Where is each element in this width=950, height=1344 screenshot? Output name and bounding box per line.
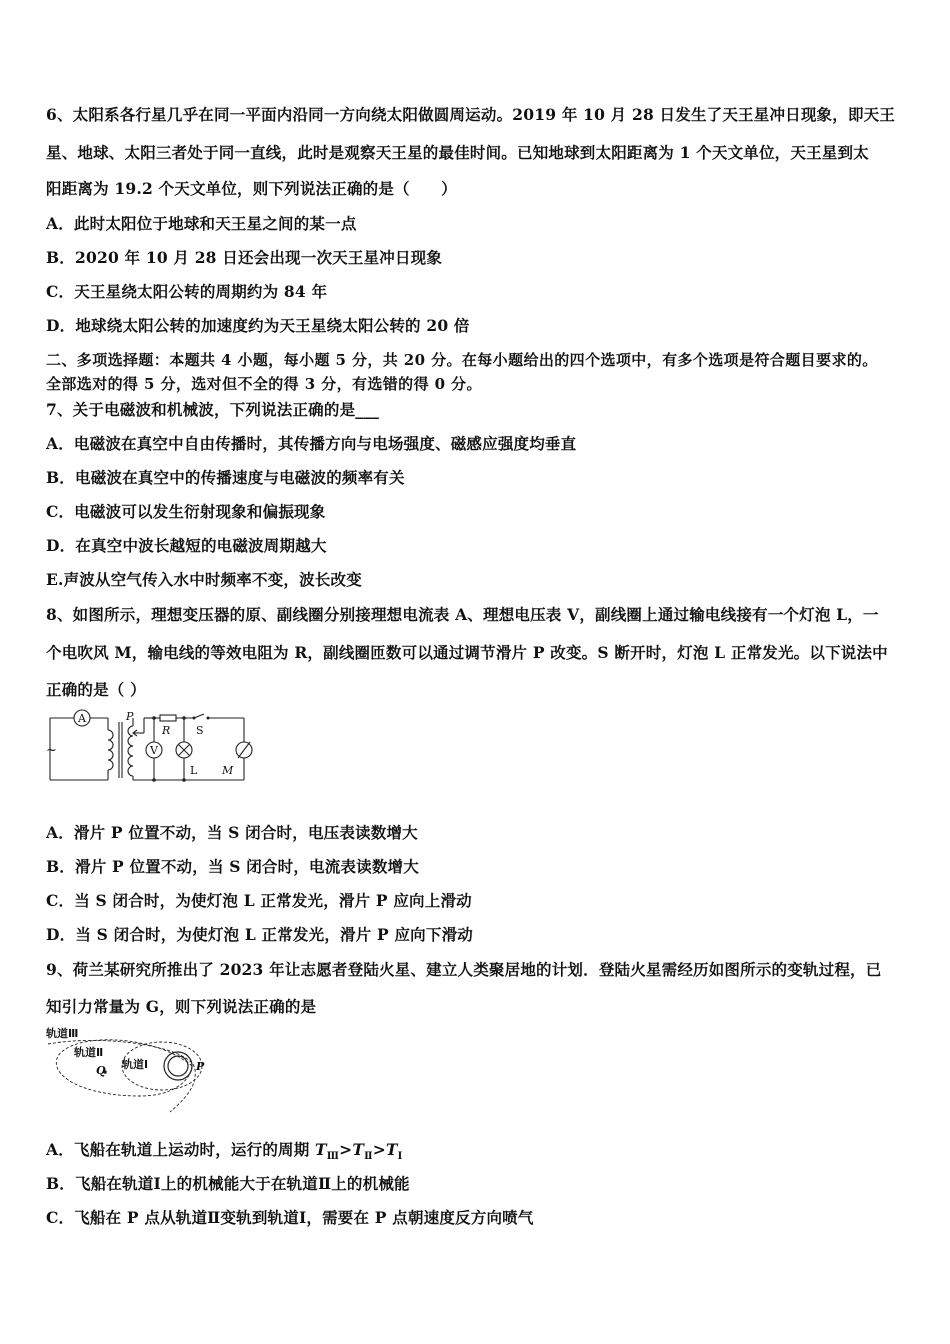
period-symbol: T xyxy=(385,1140,398,1159)
q8-option-d: D．当 S 闭合时，为使灯泡 L 正常发光，滑片 P 应向下滑动 xyxy=(46,925,473,944)
orbit-1-subscript: Ⅰ xyxy=(397,1151,403,1163)
point-p-label: P xyxy=(196,1060,205,1073)
orbit-1-label: 轨道Ⅰ xyxy=(122,1058,149,1071)
period-symbol: T xyxy=(352,1140,365,1159)
gt-sign-1: > xyxy=(339,1140,353,1159)
period-symbol: T xyxy=(315,1140,327,1159)
q8-stem-line-2: 个电吹风 M，输电线的等效电阻为 R，副线圈匝数可以通过调节滑片 P 改变。S 断开时，灯泡 L 正常发光。以下说法中 xyxy=(46,643,888,662)
q6-stem-line-3: 阳距离为 19.2 个天文单位，则下列说法正确的是（ ） xyxy=(46,179,457,198)
q6-option-d: D．地球绕太阳公转的加速度约为天王星绕太阳公转的 20 倍 xyxy=(46,316,470,335)
switch-label: S xyxy=(196,724,204,737)
q9-stem-line-1: 9、荷兰某研究所推出了 2023 年让志愿者登陆火星、建立人类聚居地的计划．登陆火星需经历如图所示的变轨过程，已 xyxy=(46,960,882,979)
orbit-3-label: 轨道Ⅲ xyxy=(46,1027,79,1040)
transformer-circuit-diagram xyxy=(44,708,254,788)
q9-option-b: B．飞船在轨道Ⅰ上的机械能大于在轨道Ⅱ上的机械能 xyxy=(46,1174,410,1193)
lamp-label: L xyxy=(190,764,198,777)
q8-stem-line-1: 8、如图所示，理想变压器的原、副线圈分别接理想电流表 A、理想电压表 V，副线圈上通过输电线接有一个灯泡 L，一 xyxy=(46,605,879,624)
voltmeter-label: V xyxy=(150,744,158,757)
q6-stem-line-2: 星、地球、太阳三者处于同一直线，此时是观察天王星的最佳时间。已知地球到太阳距离为 1 个天文单位，天王星到太 xyxy=(46,143,869,162)
q9-option-a-text: A．飞船在轨道上运动时，运行的周期 xyxy=(46,1140,316,1159)
orbit-transfer-diagram xyxy=(44,1024,234,1116)
q9-option-a xyxy=(46,1138,908,1162)
orbit-2-label: 轨道Ⅱ xyxy=(74,1046,104,1059)
q6-option-a: A．此时太阳位于地球和天王星之间的某一点 xyxy=(46,214,357,233)
point-q-label: Q xyxy=(96,1064,106,1077)
ammeter-label: A xyxy=(78,712,86,725)
q7-option-e: E.声波从空气传入水中时频率不变，波长改变 xyxy=(46,570,362,589)
ac-source-label: ~ xyxy=(46,743,57,758)
resistor-label: R xyxy=(162,724,171,737)
q6-option-c: C．天王星绕太阳公转的周期约为 84 年 xyxy=(46,282,328,301)
q6-option-b: B．2020 年 10 月 28 日还会出现一次天王星冲日现象 xyxy=(46,248,443,267)
q8-option-b: B．滑片 P 位置不动，当 S 闭合时，电流表读数增大 xyxy=(46,857,419,876)
q7-option-a: A．电磁波在真空中自由传播时，其传播方向与电场强度、磁感应强度均垂直 xyxy=(46,434,577,453)
slider-label: P xyxy=(126,710,134,723)
q7-option-d: D．在真空中波长越短的电磁波周期越大 xyxy=(46,536,327,555)
q9-option-c: C．飞船在 P 点从轨道Ⅱ变轨到轨道Ⅰ，需要在 P 点朝速度反方向喷气 xyxy=(46,1208,534,1227)
q7-option-b: B．电磁波在真空中的传播速度与电磁波的频率有关 xyxy=(46,468,405,487)
q8-stem-line-3: 正确的是（ ） xyxy=(46,680,146,699)
section2-line-1: 二、多项选择题：本题共 4 小题，每小题 5 分，共 20 分。在每小题给出的四个选项中，有多个选项是符合题目要求的。 xyxy=(46,351,878,369)
q8-option-c: C．当 S 闭合时，为使灯泡 L 正常发光，滑片 P 应向上滑动 xyxy=(46,891,472,910)
q7-option-c: C．电磁波可以发生衍射现象和偏振现象 xyxy=(46,502,326,521)
motor-label: M xyxy=(222,764,234,777)
gt-sign-2: > xyxy=(372,1140,386,1159)
q6-stem-line-1: 6、太阳系各行星几乎在同一平面内沿同一方向绕太阳做圆周运动。2019 年 10 月 28 日发生了天王星冲日现象，即天王 xyxy=(46,105,896,124)
q9-stem-line-2: 知引力常量为 G，则下列说法正确的是 xyxy=(46,997,317,1016)
orbit-2-subscript: Ⅱ xyxy=(364,1151,373,1163)
orbit-3-subscript: Ⅲ xyxy=(326,1151,340,1163)
q7-stem: 7、关于电磁波和机械波，下列说法正确的是___ xyxy=(46,400,380,419)
q8-option-a: A．滑片 P 位置不动，当 S 闭合时，电压表读数增大 xyxy=(46,823,418,842)
section2-line-2: 全部选对的得 5 分，选对但不全的得 3 分，有选错的得 0 分。 xyxy=(46,375,482,393)
